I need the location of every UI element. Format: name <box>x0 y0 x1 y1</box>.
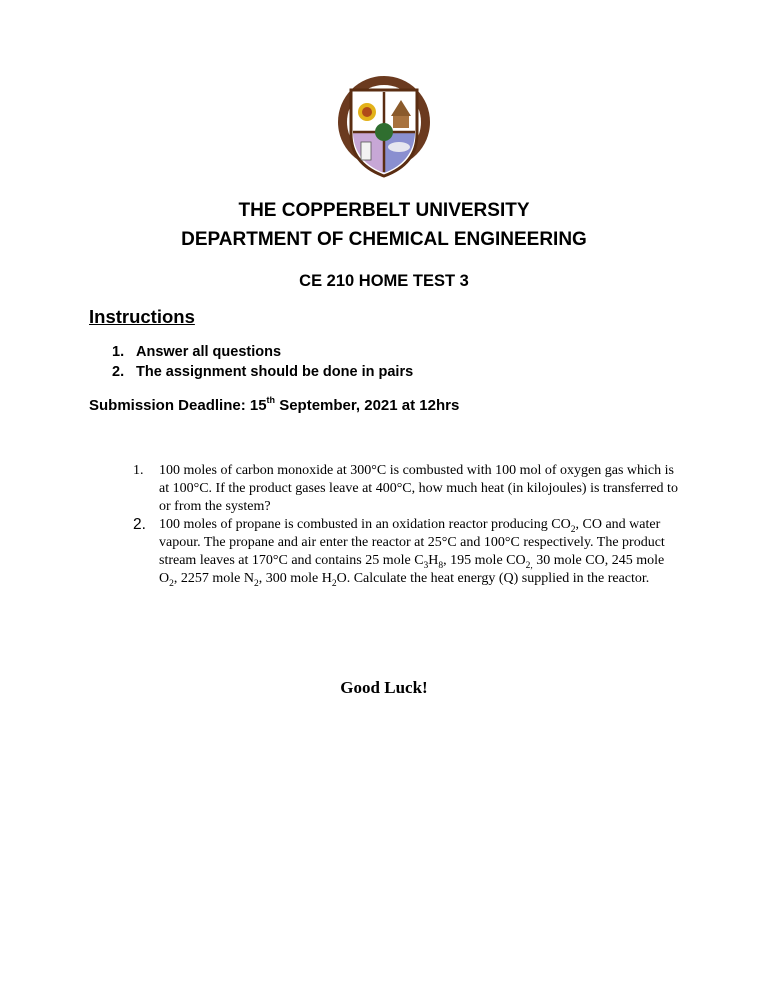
list-item <box>112 342 413 362</box>
question-number: 1. <box>133 463 144 478</box>
test-title: CE 210 HOME TEST 3 <box>299 272 469 290</box>
list-item <box>112 362 413 382</box>
deadline-prefix: Submission Deadline: 15 <box>89 397 267 414</box>
question-1 <box>133 462 678 516</box>
list-item-number: 2. <box>112 364 125 380</box>
university-name: THE COPPERBELT UNIVERSITY <box>238 200 530 221</box>
list-item-text: The assignment should be done in pairs <box>136 364 414 380</box>
question-2 <box>133 516 678 588</box>
deadline-ordinal-suffix: th <box>266 395 276 405</box>
questions-list <box>133 462 678 588</box>
submission-deadline <box>89 396 459 414</box>
question-number: 2. <box>133 516 146 533</box>
department-name: DEPARTMENT OF CHEMICAL ENGINEERING <box>181 229 587 250</box>
instructions-list <box>112 342 413 382</box>
university-crest-logo <box>334 72 434 182</box>
closing-message: Good Luck! <box>340 678 428 697</box>
list-item-text: Answer all questions <box>136 344 282 360</box>
question-text: 100 moles of carbon monoxide at 300°C is combusted with 100 mol of oxygen gas which is at 100°C. If the product gases leave at 400°C, how much heat (in kilojoules) is transferred to or from the system? <box>159 463 678 514</box>
instructions-title: Instructions <box>89 306 195 327</box>
list-item-number: 1. <box>112 344 125 360</box>
question-text: 100 moles of propane is combusted in an oxidation reactor producing $CO_2$, CO and water vapour. The propane and air enter the reactor at 25°C and 100°C respectively. The product stream leaves at 170°C and contains 25 mole $C_3H_8$, 195 mole $CO_{2,}$ 30 mole CO, 245 mole $O_2$, 2257 mole $N_2$, 300 mole $H_2O$. Calculate the heat energy (Q) supplied in the reactor. <box>159 517 665 589</box>
deadline-suffix: September, 2021 at 12hrs <box>275 397 460 414</box>
